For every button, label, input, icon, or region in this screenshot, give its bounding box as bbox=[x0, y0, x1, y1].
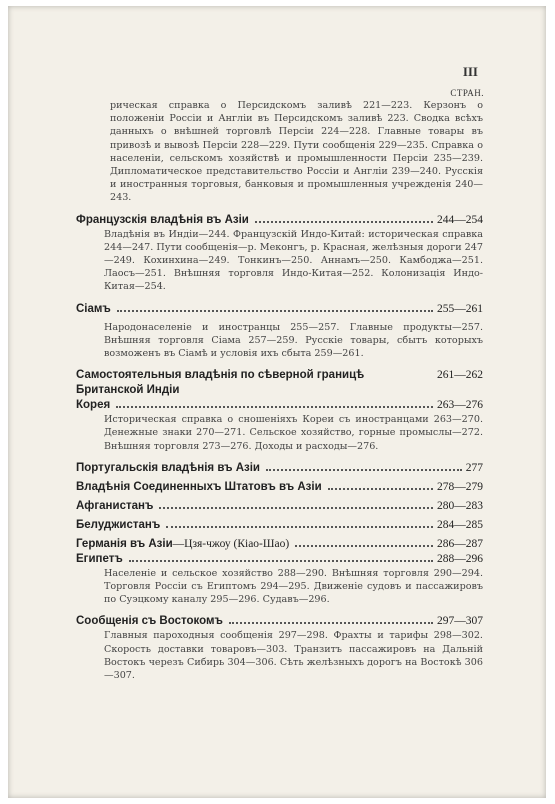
toc-entry bbox=[76, 302, 483, 317]
toc-entry bbox=[76, 614, 483, 629]
toc-entry bbox=[76, 213, 483, 228]
dot-leader bbox=[328, 488, 433, 490]
toc-entry-subtitle: —Цзя-чжоу (Кіао-Шао) bbox=[172, 537, 290, 550]
toc-entry-pages: 278—279 bbox=[437, 480, 483, 493]
toc-entry-title: Сообщенія съ Востокомъ bbox=[76, 615, 223, 628]
toc-entry-pages: 286—287 bbox=[437, 537, 483, 550]
toc-entry bbox=[76, 518, 483, 533]
toc-entry-title: Сіамъ bbox=[76, 302, 111, 315]
toc-entry-title: Португальскія владѣнія въ Азіи bbox=[76, 461, 260, 474]
toc-entry bbox=[76, 368, 483, 398]
toc-entry bbox=[76, 552, 483, 567]
toc-entry-description: Главныя пароходныя сообщенія 297—298. Фрахты и тарифы 298—302. Скорость доставки товаровъ—303. Транзитъ пассажировъ на Дальній Востокъ черезъ Сибирь 304—306. Сѣть желѣзныхъ дорогъ на Востокѣ 306—307. bbox=[104, 630, 483, 682]
dot-leader bbox=[295, 545, 433, 547]
dot-leader bbox=[117, 310, 433, 312]
toc-entry-description: Историческая справка о сношеніяхъ Кореи съ иностранцами 263—270. Денежные знаки 270—271. Сельское хозяйство, горные промыслы—272. Внѣшняя торговля 273—276. Доходы и расходы—276. bbox=[104, 414, 483, 452]
toc-entry bbox=[76, 537, 483, 552]
toc-entry-description: Народонаселеніе и иностранцы 255—257. Главные продукты—257. Внѣшняя торговля Сіама 257—259. Русскіе товары, сбытъ которыхъ возможенъ въ Сіамѣ и условія ихъ сбыта 259—261. bbox=[104, 321, 483, 360]
toc-entry-pages: 277 bbox=[465, 461, 483, 474]
toc-entry-title: Афганистанъ bbox=[76, 499, 154, 512]
toc-entry-title: Германія въ Азіи bbox=[76, 537, 173, 550]
toc-entry bbox=[76, 461, 483, 476]
toc-entry-title: Белуджистанъ bbox=[76, 518, 161, 531]
page-number: III bbox=[462, 64, 478, 79]
toc-entry-pages: 255—261 bbox=[437, 302, 483, 315]
dot-leader bbox=[166, 526, 433, 528]
toc-entry-pages: 297—307 bbox=[437, 615, 483, 628]
dot-leader bbox=[255, 221, 433, 223]
toc-entry-title: Корея bbox=[76, 399, 111, 412]
toc-entry-title: Египетъ bbox=[76, 552, 123, 565]
toc-entry-title: Самостоятельныя владѣнія по сѣверной границѣ Британской Индіи bbox=[76, 369, 365, 397]
toc-entry bbox=[76, 499, 483, 514]
toc-entry-description: Населеніе и сельское хозяйство 288—290. Внѣшняя торговля 290—294. Торговля Россіи съ Египтомъ 294—295. Движеніе судовъ и пассажировъ по Суэцкому каналу 295—296. Судавъ—296. bbox=[104, 567, 483, 606]
toc-entry-pages: 280—283 bbox=[437, 499, 483, 512]
toc-entry-title: Владѣнія Соединенныхъ Штатовъ въ Азіи bbox=[76, 480, 322, 493]
page-column-heading: СТРАН. bbox=[450, 88, 484, 98]
toc-entry bbox=[76, 480, 483, 495]
table-of-contents bbox=[76, 99, 483, 682]
toc-entry-pages: 261—262 bbox=[437, 369, 483, 382]
dot-leader bbox=[266, 469, 462, 471]
dot-leader bbox=[116, 406, 433, 408]
document-page bbox=[8, 6, 546, 798]
toc-entry bbox=[76, 398, 483, 413]
dot-leader bbox=[159, 507, 433, 509]
toc-entry-pages: 284—285 bbox=[437, 518, 483, 531]
dot-leader bbox=[129, 560, 433, 562]
intro-paragraph: рическая справка о Персидскомъ заливѣ 221—223. Керзонъ о положеніи Россіи и Англіи въ Персидскомъ заливѣ 223. Сводка всѣхъ данныхъ о внѣшней торговлѣ Персіи 224—228. Главные товары въ привозѣ и вывозѣ Персіи 228—229. Пути сообщенія 229—235. Справка о населеніи, сельскомъ хозяйствѣ и промышленности Персіи 235—239. Дипломатическое представительство Россіи и Англіи 239—240. Русскія и иностранныя торговыя, банковыя и промышленныя учрежденія 240—243. bbox=[110, 100, 483, 204]
toc-entry-pages: 263—276 bbox=[437, 399, 483, 412]
toc-entry-title: Французскія владѣнія въ Азіи bbox=[76, 213, 249, 226]
toc-entry-pages: 288—296 bbox=[437, 552, 483, 565]
toc-entry-description: Владѣнія въ Индіи—244. Французскій Индо-Китай: историческая справка 244—247. Пути сообщенія—р. Меконгъ, р. Красная, желѣзныя дороги 247—249. Кохинхина—249. Тонкинъ—250. Аннамъ—250. Камбоджа—251. Лаосъ—251. Внѣшняя торговля Индо-Китая—252. Колонизація Индо-Китая—254. bbox=[104, 228, 483, 293]
toc-entry-pages: 244—254 bbox=[437, 213, 483, 226]
dot-leader bbox=[229, 622, 433, 624]
